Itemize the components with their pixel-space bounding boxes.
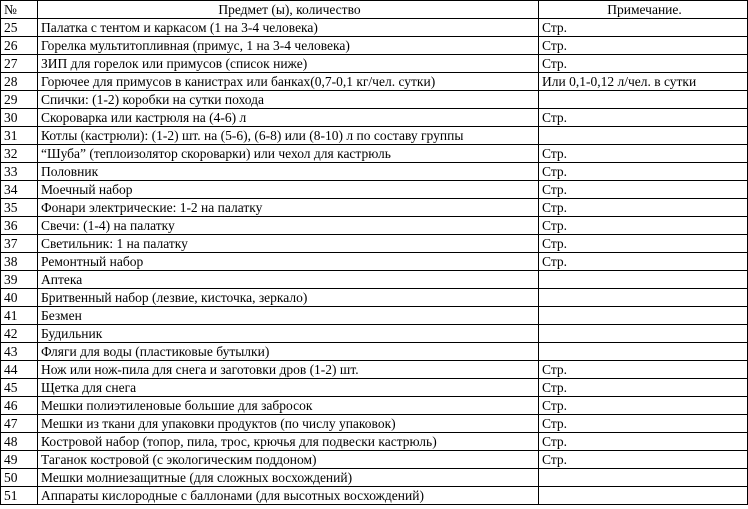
table-row	[1, 361, 748, 379]
table-header-row	[1, 1, 748, 19]
row-item: Скороварка или кастрюля на (4-6) л	[38, 109, 539, 127]
table-row	[1, 199, 748, 217]
table-row	[1, 415, 748, 433]
row-note: Стр.	[539, 451, 748, 469]
row-item: Горелка мультитопливная (примус, 1 на 3-4 человека)	[38, 37, 539, 55]
row-number: 39	[1, 271, 38, 289]
row-item: Мешки полиэтиленовые большие для забросок	[38, 397, 539, 415]
header-item: Предмет (ы), количество	[38, 1, 539, 19]
table-row	[1, 127, 748, 145]
row-number: 48	[1, 433, 38, 451]
row-number: 38	[1, 253, 38, 271]
row-number: 25	[1, 19, 38, 37]
row-note	[539, 325, 748, 343]
header-number: №	[1, 1, 38, 19]
row-number: 33	[1, 163, 38, 181]
row-number: 41	[1, 307, 38, 325]
row-note: Стр.	[539, 199, 748, 217]
row-note: Стр.	[539, 55, 748, 73]
row-number: 40	[1, 289, 38, 307]
row-number: 26	[1, 37, 38, 55]
table-row	[1, 91, 748, 109]
row-item: Палатка с тентом и каркасом (1 на 3-4 человека)	[38, 19, 539, 37]
table-row	[1, 181, 748, 199]
table-row	[1, 109, 748, 127]
row-note: Стр.	[539, 253, 748, 271]
row-note: Стр.	[539, 37, 748, 55]
table-row	[1, 271, 748, 289]
row-number: 42	[1, 325, 38, 343]
row-item: Безмен	[38, 307, 539, 325]
row-note	[539, 271, 748, 289]
row-note: Стр.	[539, 145, 748, 163]
table-row	[1, 487, 748, 505]
row-number: 37	[1, 235, 38, 253]
table-row	[1, 163, 748, 181]
row-number: 46	[1, 397, 38, 415]
row-item: Нож или нож-пила для снега и заготовки дров (1-2) шт.	[38, 361, 539, 379]
row-number: 44	[1, 361, 38, 379]
row-item: Фляги для воды (пластиковые бутылки)	[38, 343, 539, 361]
row-number: 30	[1, 109, 38, 127]
row-number: 31	[1, 127, 38, 145]
table-row	[1, 253, 748, 271]
row-item: Аптека	[38, 271, 539, 289]
row-item: Мешки молниезащитные (для сложных восхождений)	[38, 469, 539, 487]
table-row	[1, 451, 748, 469]
row-item: Моечный набор	[38, 181, 539, 199]
row-item: Бритвенный набор (лезвие, кисточка, зеркало)	[38, 289, 539, 307]
row-item: Мешки из ткани для упаковки продуктов (по числу упаковок)	[38, 415, 539, 433]
row-number: 47	[1, 415, 38, 433]
row-item: Аппараты кислородные с баллонами (для высотных восхождений)	[38, 487, 539, 505]
row-note: Стр.	[539, 433, 748, 451]
row-item: Ремонтный набор	[38, 253, 539, 271]
row-note	[539, 91, 748, 109]
table-row	[1, 55, 748, 73]
table-row	[1, 307, 748, 325]
row-number: 50	[1, 469, 38, 487]
row-item: “Шуба” (теплоизолятор скороварки) или чехол для кастрюль	[38, 145, 539, 163]
row-number: 51	[1, 487, 38, 505]
row-note: Стр.	[539, 397, 748, 415]
row-item: Половник	[38, 163, 539, 181]
row-item: Фонари электрические: 1-2 на палатку	[38, 199, 539, 217]
row-number: 28	[1, 73, 38, 91]
row-note: Стр.	[539, 19, 748, 37]
table-row	[1, 469, 748, 487]
row-number: 34	[1, 181, 38, 199]
row-item: Спички: (1-2) коробки на сутки похода	[38, 91, 539, 109]
table-row	[1, 145, 748, 163]
row-note: Стр.	[539, 109, 748, 127]
row-note: Стр.	[539, 361, 748, 379]
row-number: 36	[1, 217, 38, 235]
row-note	[539, 127, 748, 145]
row-number: 27	[1, 55, 38, 73]
row-note: Или 0,1-0,12 л/чел. в сутки	[539, 73, 748, 91]
row-number: 49	[1, 451, 38, 469]
row-note	[539, 487, 748, 505]
row-item: Щетка для снега	[38, 379, 539, 397]
table-row	[1, 343, 748, 361]
row-number: 35	[1, 199, 38, 217]
row-note: Стр.	[539, 181, 748, 199]
table-row	[1, 379, 748, 397]
table-row	[1, 397, 748, 415]
row-number: 32	[1, 145, 38, 163]
row-number: 43	[1, 343, 38, 361]
row-note	[539, 469, 748, 487]
table-row	[1, 73, 748, 91]
row-item: Светильник: 1 на палатку	[38, 235, 539, 253]
table-row	[1, 37, 748, 55]
row-number: 45	[1, 379, 38, 397]
row-item: Котлы (кастрюли): (1-2) шт. на (5-6), (6-8) или (8-10) л по составу группы	[38, 127, 539, 145]
table-row	[1, 325, 748, 343]
row-item: ЗИП для горелок или примусов (список ниже)	[38, 55, 539, 73]
table-row	[1, 289, 748, 307]
table-row	[1, 433, 748, 451]
row-note	[539, 343, 748, 361]
table-row	[1, 235, 748, 253]
row-note: Стр.	[539, 415, 748, 433]
row-note: Стр.	[539, 217, 748, 235]
header-note: Примечание.	[539, 1, 748, 19]
row-item: Будильник	[38, 325, 539, 343]
row-note: Стр.	[539, 379, 748, 397]
table-row	[1, 217, 748, 235]
row-item: Горючее для примусов в канистрах или банках(0,7-0,1 кг/чел. сутки)	[38, 73, 539, 91]
row-note: Стр.	[539, 235, 748, 253]
row-note: Стр.	[539, 163, 748, 181]
row-item: Таганок костровой (с экологическим поддоном)	[38, 451, 539, 469]
row-item: Свечи: (1-4) на палатку	[38, 217, 539, 235]
row-note	[539, 289, 748, 307]
row-number: 29	[1, 91, 38, 109]
table-row	[1, 19, 748, 37]
row-note	[539, 307, 748, 325]
row-item: Костровой набор (топор, пила, трос, крючья для подвески кастрюль)	[38, 433, 539, 451]
